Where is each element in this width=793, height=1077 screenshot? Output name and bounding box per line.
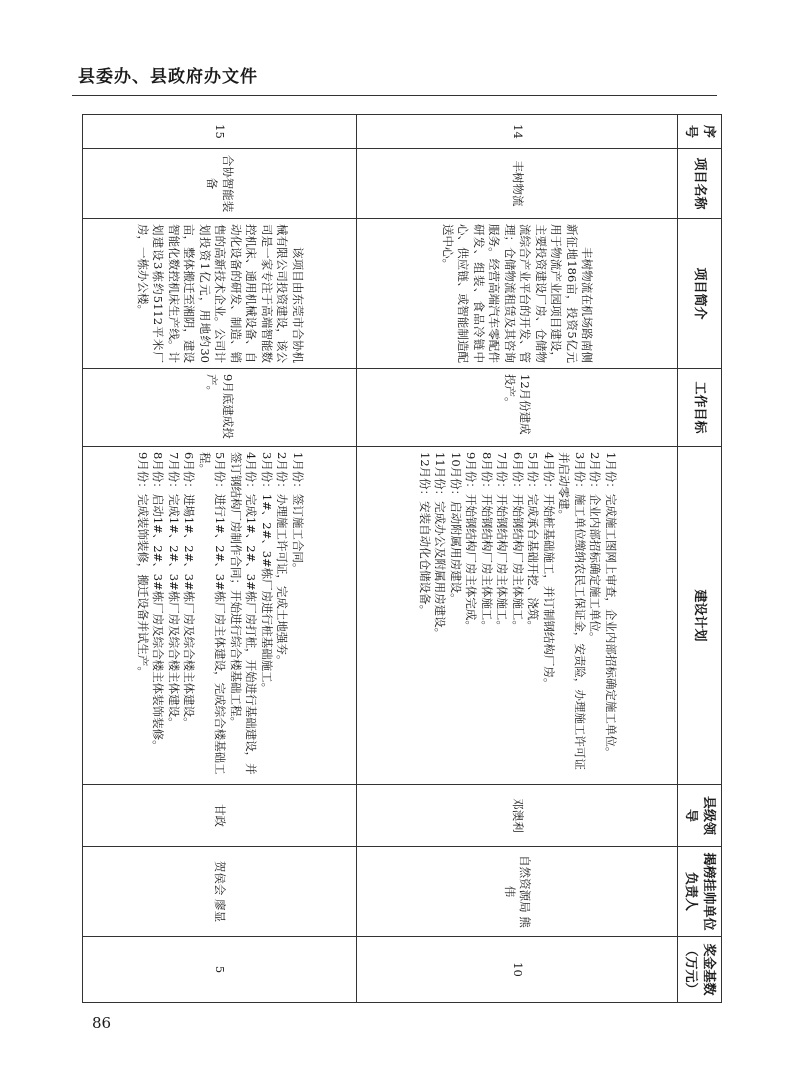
table-header-row (677, 115, 721, 1003)
col-header-intro: 项目简介 (677, 219, 721, 369)
col-header-county-leader: 县级领导 (677, 785, 721, 847)
plan-item: 9月份：开始钢结构厂房主体完成。 (464, 452, 479, 632)
plan-item: 11月份：完成办公及附属用房建设。 (433, 452, 448, 640)
col-header-name: 项目名称 (677, 149, 721, 219)
plan-item: 5月份：完成承台基础开挖、浇筑。 (526, 452, 541, 632)
col-header-plan: 建设计划 (677, 447, 721, 785)
plan-item: 3月份：施工单位缴纳农民工保证金，安责险，办理施工许可证并启动零建。 (557, 452, 587, 770)
plan-item: 2月份：企业内部招标确定施工单位。 (588, 452, 603, 644)
plan-item: 7月份：开始钢结构厂房主体施工。 (495, 452, 510, 632)
page-header-title: 县委办、县政府办文件 (78, 67, 258, 87)
row-goal: 12月份建成投产。 (356, 369, 677, 447)
plan-item: 6月份：开始钢结构厂房主体施工。 (510, 452, 525, 632)
plan-item: 10月份：启动附属用房建设。 (448, 452, 463, 605)
col-header-unit-leader: 揭榜挂帅单位负责人 (677, 847, 721, 937)
plan-item: 8月份：启动1#、2#、3#栋厂房及综合楼主体装饰装修。 (151, 452, 166, 752)
plan-item: 12月份：安装自动化仓储设备。 (417, 452, 432, 617)
plan-item: 4月份：完成1#、2#、3#栋厂房打桩，开始进行基础建设，并签订钢结构厂房制作合同；开始进行综合楼基础工程。 (228, 452, 259, 775)
row-bonus: 10 (356, 937, 677, 1003)
col-header-no: 序号 (677, 115, 721, 149)
row-county-leader: 邓澳利 (356, 785, 677, 847)
row-intro: 该项目由东莞市合协机械有限公司投资建设，该公司是一家专注于高端智能数控机床、通用机械设备、自动化设备的研发、制造、销售的高新技术企业。公司计划投资1亿元，用地约30亩，整体搬迁至湘阴，建设智能化数控机床生产线。计划建设3栋约5112平米厂房，一栋办公楼。 (83, 219, 357, 369)
plan-item: 5月份：进行1#、2#、3#栋厂房主体建设，完成综合楼基础工程。 (197, 452, 228, 775)
row-plan (356, 447, 677, 785)
row-no: 14 (356, 115, 677, 149)
plan-item: 3月份：1#、2#、3#栋厂房进行桩基础施工。 (259, 452, 274, 695)
project-table (82, 114, 722, 1003)
plan-item: 2月份：办理施工许可证，完成土地强夯。 (275, 452, 290, 667)
plan-item: 7月份：完成1#、2#、3#栋厂房及综合楼主体建设。 (166, 452, 181, 729)
row-no: 15 (83, 115, 357, 149)
row-name: 合协智能装备 (83, 149, 357, 219)
row-goal: 9月底建成投产。 (83, 369, 357, 447)
plan-item: 9月份：完成装饰装修，搬迁设备并试生产。 (135, 452, 150, 678)
plan-item: 8月份：开始钢结构厂房主体施工。 (479, 452, 494, 632)
plan-item: 4月份：开始桩基础施工，并订制钢结构厂房。 (541, 452, 556, 690)
row-unit-leader: 自然资源局 熊伟 (356, 847, 677, 937)
col-header-goal: 工作目标 (677, 369, 721, 447)
table-row (83, 115, 357, 1003)
row-county-leader: 甘政 (83, 785, 357, 847)
row-intro: 丰树物流在机场路南侧新征地186亩，投资5亿元用于物流产业园项目建设，主要投资建设厂房、仓储物流综合产业平台的开发、管理；仓储物流租赁及其咨询服务。经营高端汽车零配件研发、组装、食品冷链中心、供应链、或智能制造配送中心。 (356, 219, 677, 369)
plan-item: 1月份：签订施工合同。 (290, 452, 305, 575)
row-name: 丰树物流 (356, 149, 677, 219)
row-plan (83, 447, 357, 785)
page-number: 86 (92, 1014, 112, 1032)
project-table-region (82, 114, 722, 1002)
plan-list (134, 452, 305, 779)
row-bonus: 5 (83, 937, 357, 1003)
col-header-bonus: 奖金基数（万元） (677, 937, 721, 1003)
plan-item: 1月份：完成施工图网上审查，企业内部招标确定施工单位。 (603, 452, 618, 759)
plan-item: 6月份：进場1#、2#、3#栋厂房及综合楼主体建设。 (182, 452, 197, 729)
plan-list (416, 452, 618, 779)
row-unit-leader: 贺侯会 廖显 (83, 847, 357, 937)
table-row (356, 115, 677, 1003)
header-divider (72, 95, 717, 96)
